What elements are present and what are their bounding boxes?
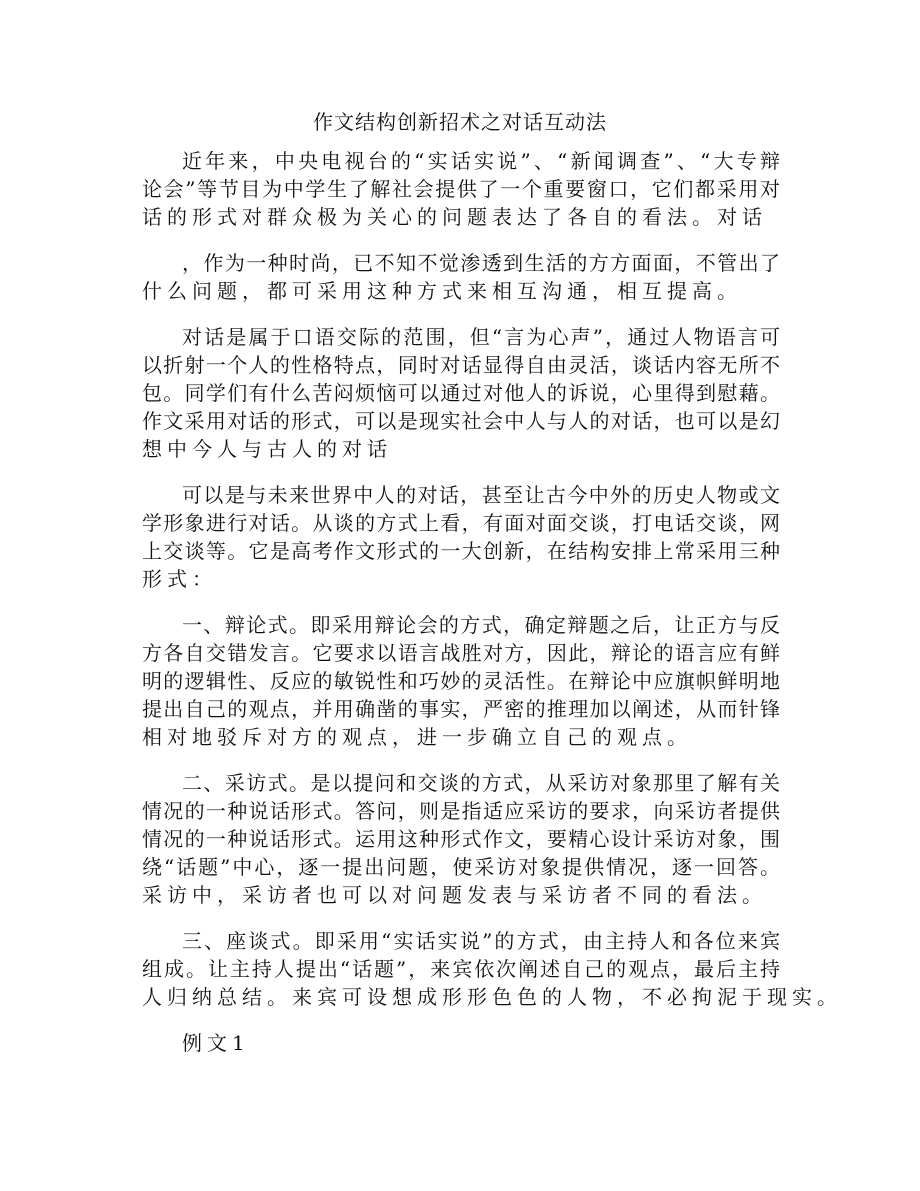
paragraph-line: 近年来，中央电视台的“实话实说”、“新闻调查”、“大专辩	[182, 149, 780, 173]
paragraph-line: 对话是属于口语交际的范围，但“言为心声”，通过人物语言可	[182, 325, 780, 349]
paragraph-line: 一、辩论式。即采用辩论会的方式，确定辩题之后，让正方与反	[182, 613, 780, 637]
paragraph-line: 作文采用对话的形式，可以是现实社会中人与人的对话，也可以是幻	[142, 409, 780, 433]
paragraph	[142, 769, 780, 909]
paragraph-line: 三、座谈式。即采用“实话实说”的方式，由主持人和各位来宾	[182, 929, 780, 953]
paragraph-line: 可以是与未来世界中人的对话，甚至让古今中外的历史人物或文	[182, 483, 780, 507]
paragraph-line: 什么问题，都可采用这种方式来相互沟通，相互提高。	[142, 279, 742, 303]
paragraph	[142, 1029, 780, 1057]
paragraph-line: 二、采访式。是以提问和交谈的方式，从采访对象那里了解有关	[182, 771, 780, 795]
paragraph-line: 形式：	[142, 567, 217, 591]
paragraph-line: 例文1	[182, 1031, 250, 1055]
paragraph-line: 人归纳总结。来宾可设想成形形色色的人物，不必拘泥于现实。	[142, 985, 842, 1009]
paragraph-line: 情况的一种说话形式。运用这种形式作文，要精心设计采访对象，围	[142, 827, 780, 851]
paragraph	[142, 611, 780, 751]
paragraph	[142, 323, 780, 463]
paragraph-line: 论会”等节目为中学生了解社会提供了一个重要窗口，它们都采用对	[142, 177, 780, 201]
paragraph-line: ，作为一种时尚，已不知不觉渗透到生活的方方面面，不管出了	[182, 251, 780, 275]
paragraph	[142, 249, 780, 305]
paragraph-line: 话的形式对群众极为关心的问题表达了各自的看法。对话	[142, 205, 767, 229]
paragraph-line: 提出自己的观点，并用确凿的事实，严密的推理加以阐述，从而针锋	[142, 697, 780, 721]
paragraph-line: 绕“话题”中心，逐一提出问题，使采访对象提供情况，逐一回答。	[142, 855, 780, 879]
paragraph	[142, 147, 780, 231]
paragraph-line: 想中今人与古人的对话	[142, 437, 392, 461]
paragraph-line: 情况的一种说话形式。答问，则是指适应采访的要求，向采访者提供	[142, 799, 780, 823]
paragraph-line: 学形象进行对话。从谈的方式上看，有面对面交谈，打电话交谈，网	[142, 511, 780, 535]
paragraph-line: 上交谈等。它是高考作文形式的一大创新，在结构安排上常采用三种	[142, 539, 780, 563]
paragraph-line: 以折射一个人的性格特点，同时对话显得自由灵活，谈话内容无所不	[142, 353, 780, 377]
paragraph-line: 采访中，采访者也可以对问题发表与采访者不同的看法。	[142, 883, 767, 907]
paragraph-line: 方各自交错发言。它要求以语言战胜对方，因此，辩论的语言应有鲜	[142, 641, 780, 665]
paragraph-line: 组成。让主持人提出“话题”，来宾依次阐述自己的观点，最后主持	[142, 957, 780, 981]
paragraph-line: 明的逻辑性、反应的敏锐性和巧妙的灵活性。在辩论中应旗帜鲜明地	[142, 669, 780, 693]
paragraph	[142, 481, 780, 593]
document-body	[142, 147, 842, 1075]
paragraph-line: 包。同学们有什么苦闷烦恼可以通过对他人的诉说，心里得到慰藉。	[142, 381, 780, 405]
document-title: 作文结构创新招术之对话互动法	[313, 110, 607, 134]
paragraph-line: 相对地驳斥对方的观点，进一步确立自己的观点。	[142, 725, 692, 749]
paragraph	[142, 927, 842, 1011]
